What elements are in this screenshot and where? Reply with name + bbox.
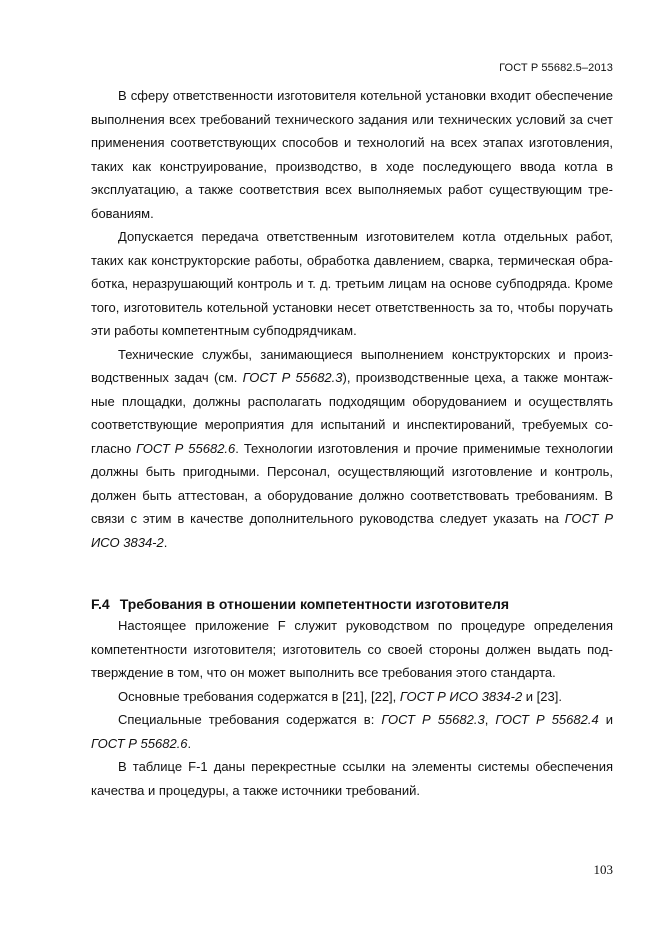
text-run: ), производственные цеха, а также монтажные площадки, должны располагать подходящим оборудованием и осуществлять соответствующие мероприятия для испытаний и инспектирований, требуемых согласно bbox=[91, 370, 613, 456]
standard-reference: ГОСТ Р ИСО 3834-2 bbox=[91, 511, 614, 550]
standard-reference: ГОСТ Р 55682.3 bbox=[381, 712, 485, 727]
standard-reference: ГОСТ Р ИСО 3834-2 bbox=[399, 688, 523, 704]
paragraphs-bottom bbox=[91, 614, 613, 802]
text-run: Специальные требования содержатся в: bbox=[118, 712, 382, 727]
page-number: 103 bbox=[593, 862, 613, 877]
standard-reference: ГОСТ Р 55682.6 bbox=[91, 735, 188, 751]
paragraph bbox=[91, 84, 613, 225]
section-number: F.4 bbox=[91, 596, 110, 612]
text-run: . bbox=[187, 735, 192, 751]
paragraph bbox=[91, 755, 613, 802]
paragraph bbox=[91, 708, 613, 755]
text-run: Настоящее приложение F служит руководством по процедуре определения компетентности изготовителя; изготовитель со своей стороны должен выдать подтверждение в том, что он может выполнить все требования этого стандарта. bbox=[91, 618, 613, 680]
section-title: Требования в отношении компетентности изготовителя bbox=[119, 596, 510, 612]
text-run: . bbox=[163, 534, 168, 550]
paragraphs-top bbox=[91, 84, 613, 554]
text-run: . Технологии изготовления и прочие применимые технологии должны быть пригодными. Персонал, осуществляющий изготовление и контроль, должен быть аттестован, а оборудование должно соответствовать требованиям. В связи с этим в качестве дополнительного руководства следует указать на bbox=[91, 440, 613, 526]
text-run: Основные требования содержатся в [21], [22], bbox=[118, 688, 400, 704]
standard-reference: ГОСТ Р 55682.4 bbox=[495, 712, 599, 727]
paragraph bbox=[91, 225, 613, 343]
paragraph bbox=[91, 343, 613, 555]
section-heading bbox=[91, 594, 613, 614]
page-body bbox=[91, 84, 613, 802]
document-header: ГОСТ Р 55682.5–2013 bbox=[499, 62, 613, 74]
paragraph bbox=[91, 614, 613, 685]
standard-reference: ГОСТ Р 55682.3 bbox=[242, 370, 343, 385]
text-run: , bbox=[484, 712, 496, 727]
text-run: В таблице F-1 даны перекрестные ссылки на элементы системы обеспечения качества и процедуры, а также источники требований. bbox=[91, 759, 613, 798]
paragraph bbox=[91, 685, 613, 709]
text-run: и bbox=[598, 712, 613, 727]
standard-reference: ГОСТ Р 55682.6 bbox=[136, 440, 236, 456]
text-run: Допускается передача ответственным изготовителем котла отдельных работ, таких как конструкторские работы, обработка давлением, сварка, термическая обработка, неразрушающий контроль и т. д. третьим лицам на основе субподряда. Кроме того, изготовитель котельной установки несет ответственность за то, чтобы поручать эти работы компетентным субподрядчикам. bbox=[91, 229, 613, 338]
text-run: и [23]. bbox=[522, 688, 562, 704]
text-run: В сферу ответственности изготовителя котельной установки входит обеспечение выполнения всех требований технического задания или технических условий за счет применения соответствующих способов и технологий на всех этапах изготовления, таких как конструирование, производство, в ходе последующего ввода котла в эксплуатацию, а также соответствия всех выполняемых работ существующим требованиям. bbox=[91, 88, 613, 221]
text-run: Технические службы, занимающиеся выполнением конструкторских и производственных задач (см. bbox=[91, 346, 613, 385]
